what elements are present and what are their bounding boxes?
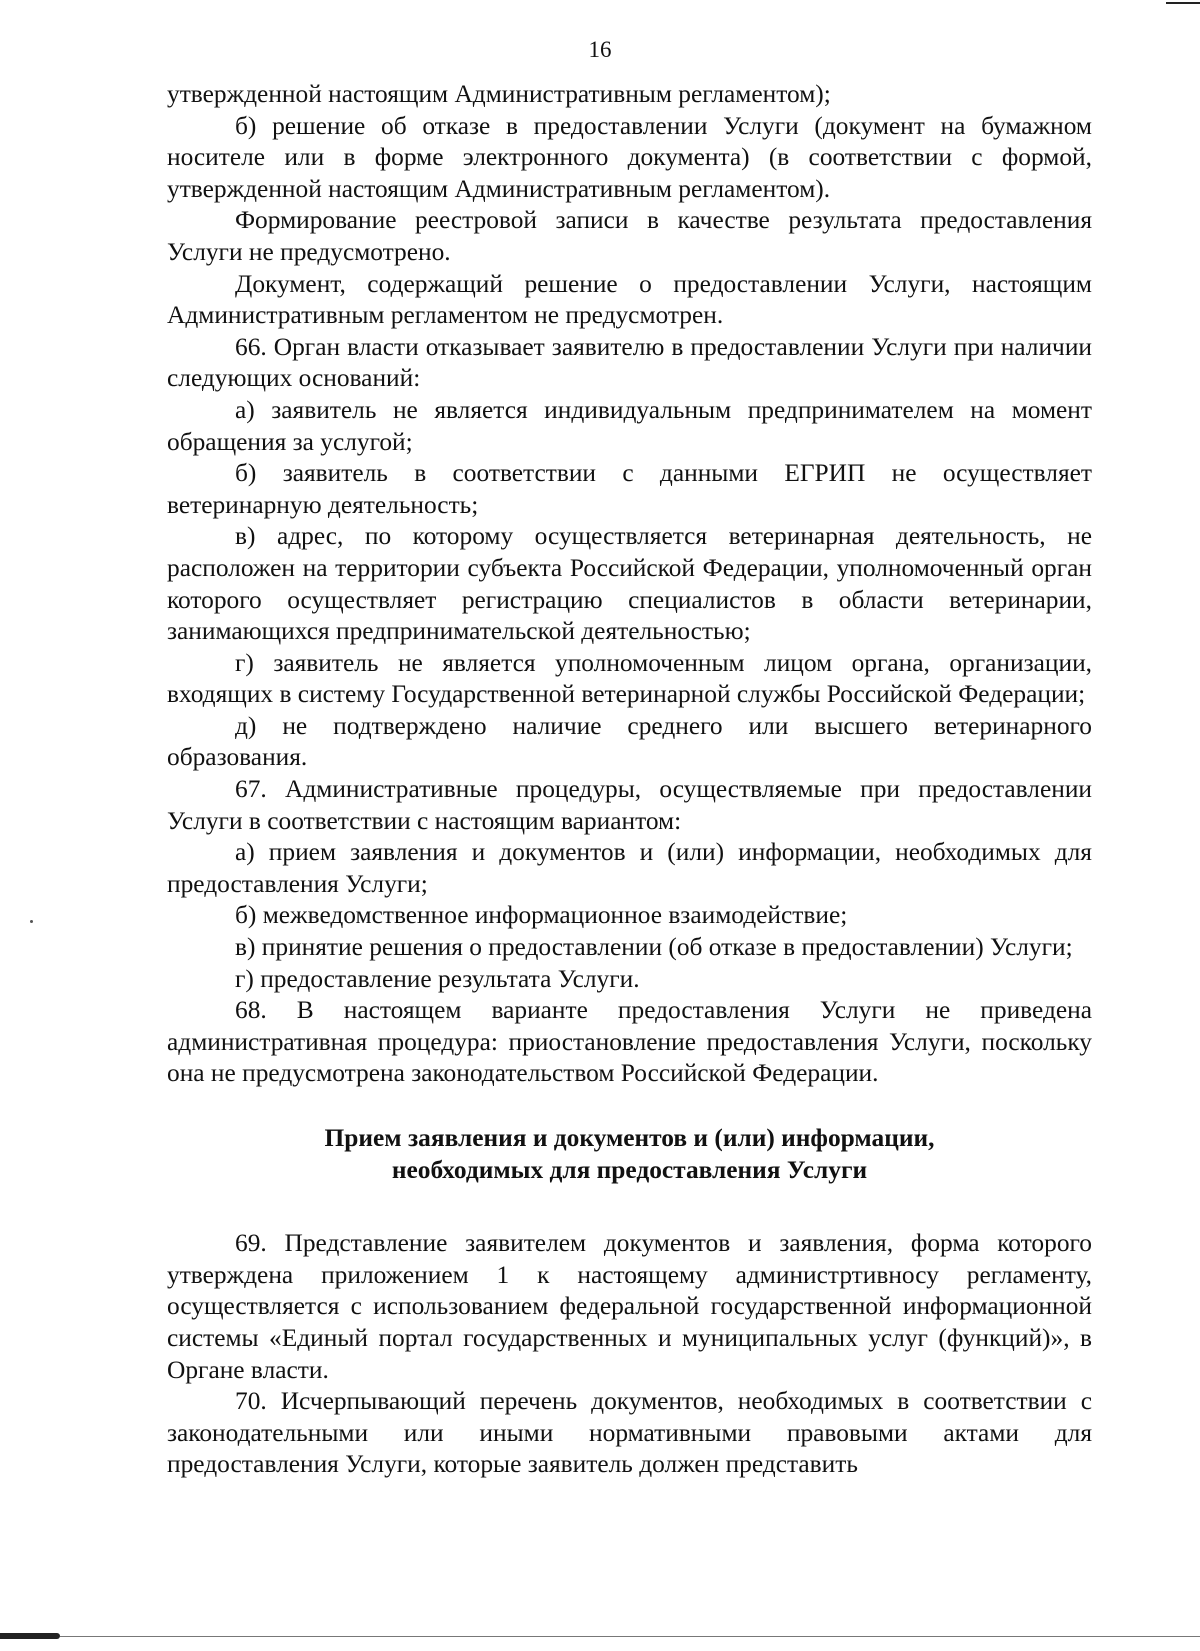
scan-bottom-line	[60, 1636, 1200, 1637]
paragraph: 69. Представление заявителем документов и заявления, форма которого утверждена приложением 1 к настоящему администртивносу регламенту, осуществляется с использованием федеральной государственной информационной системы «Единый портал государственных и муниципальных услуг (функций)», в Органе власти.	[167, 1229, 1092, 1384]
page-number: 16	[588, 37, 612, 62]
scan-speck	[30, 920, 33, 923]
paragraphs-after-heading	[167, 1228, 1092, 1481]
paragraph: 70. Исчерпывающий перечень документов, необходимых в соответствии с законодательными или иными нормативными правовыми актами для предоставления Услуги, которые заявитель должен представить	[167, 1387, 1092, 1479]
document-body	[167, 79, 1092, 1481]
paragraphs-before-heading	[167, 79, 1092, 1090]
section-heading-line-1: Прием заявления и документов и (или) информации,	[324, 1124, 935, 1152]
paragraph: д) не подтверждено наличие среднего или высшего ветеринарного образования.	[167, 711, 1092, 772]
paragraph: а) заявитель не является индивидуальным предпринимателем на момент обращения за услугой;	[167, 395, 1092, 456]
paragraph: г) предоставление результата Услуги.	[235, 964, 640, 993]
paragraph: б) решение об отказе в предоставлении Услуги (документ на бумажном носителе или в форме электронного документа) (в соответствии с формой, утвержденной настоящим Административным регламентом).	[167, 111, 1092, 203]
paragraph: б) межведомственное информационное взаимодействие;	[235, 901, 848, 930]
paragraph: г) заявитель не является уполномоченным лицом органа, организации, входящих в систему Государственной ветеринарной службы Российской Федерации;	[167, 648, 1092, 709]
paragraph: 68. В настоящем варианте предоставления Услуги не приведена административная процедура: приостановление предоставления Услуги, поскольку она не предусмотрена законодательством Российской Федерации.	[167, 996, 1092, 1088]
paragraph: 66. Орган власти отказывает заявителю в предоставлении Услуги при наличии следующих оснований:	[167, 332, 1092, 393]
scan-bottom-mark	[0, 1633, 60, 1639]
paragraph: б) заявитель в соответствии с данными ЕГРИП не осуществляет ветеринарную деятельность;	[167, 459, 1092, 519]
scan-edge-mark	[1166, 2, 1200, 4]
paragraph: 67. Административные процедуры, осуществляемые при предоставлении Услуги в соответствии с настоящим вариантом:	[167, 775, 1092, 835]
paragraph: Документ, содержащий решение о предоставлении Услуги, настоящим Административным регламентом не предусмотрен.	[167, 269, 1092, 330]
section-heading	[167, 1123, 1092, 1186]
paragraph: Формирование реестровой записи в качестве результата предоставления Услуги не предусмотрено.	[167, 206, 1092, 266]
section-heading-line-2: необходимых для предоставления Услуги	[391, 1155, 868, 1184]
paragraph: в) адрес, по которому осуществляется ветеринарная деятельность, не расположен на территории субъекта Российской Федерации, уполномоченный орган которого осуществляет регистрацию специалистов в области ветеринарии, занимающихся предпринимательской деятельностью;	[167, 522, 1092, 646]
paragraph: в) принятие решения о предоставлении (об отказе в предоставлении) Услуги;	[235, 933, 1073, 962]
paragraph: утвержденной настоящим Административным регламентом);	[167, 80, 831, 108]
paragraph: а) прием заявления и документов и (или) информации, необходимых для предоставления Услуги;	[167, 838, 1092, 898]
